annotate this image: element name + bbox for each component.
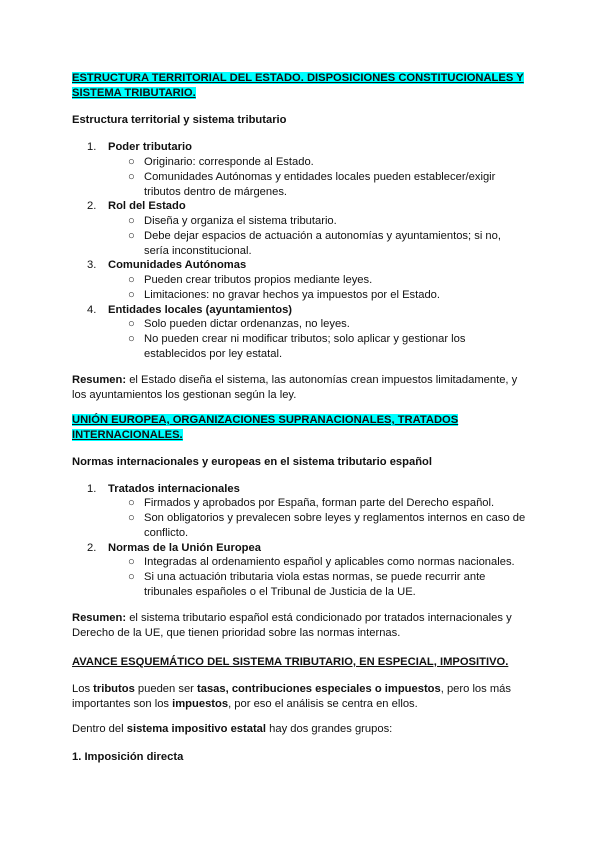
bullet-icon: ○ (128, 556, 135, 568)
bullet-item: ○ Pueden crear tributos propios mediante leyes. (128, 274, 373, 286)
list-item: 1. Poder tributario (87, 141, 192, 153)
section3-subheading: 1. Imposición directa (72, 751, 184, 763)
bullet-item: ○ Firmados y aprobados por España, forman parte del Derecho español. (128, 497, 495, 509)
bullet-icon: ○ (128, 156, 135, 168)
bullet-icon: ○ (128, 571, 135, 583)
list-item-title: Rol del Estado (108, 200, 186, 212)
list-item: 1. Tratados internacionales (87, 483, 240, 495)
bullet-icon: ○ (128, 171, 135, 183)
section3-paragraph-2: Dentro del sistema impositivo estatal hay dos grandes grupos: (72, 723, 393, 735)
section2-heading-text: UNIÓN EUROPEA, ORGANIZACIONES SUPRANACIONALES, TRATADOS INTERNACIONALES. (72, 414, 459, 441)
bullet-item: ○ Solo pueden dictar ordenanzas, no leyes. (128, 318, 350, 330)
bullet-icon: ○ (128, 215, 135, 227)
bullet-icon: ○ (128, 230, 135, 242)
section3-paragraph-1: Los tributos pueden ser tasas, contribuciones especiales o impuestos, pero los más importantes son los impuestos, por eso el análisis se centra en ellos. (72, 683, 511, 710)
section1-heading (72, 71, 532, 100)
section1-heading-text: ESTRUCTURA TERRITORIAL DEL ESTADO. DISPOSICIONES CONSTITUCIONALES Y SISTEMA TRIBUTARIO. (72, 72, 524, 99)
list-item: 4. Entidades locales (ayuntamientos) (87, 304, 293, 316)
section2-heading (72, 413, 532, 442)
bullet-icon: ○ (128, 512, 135, 524)
bullet-item: ○ Si una actuación tributaria viola estas normas, se puede recurrir ante tribunales españoles o el Tribunal de Justicia de la UE. (128, 571, 486, 598)
list-item: 2. Rol del Estado (87, 200, 186, 212)
list-item: 3. Comunidades Autónomas (87, 259, 247, 271)
bullet-item: ○ Originario: corresponde al Estado. (128, 156, 314, 168)
bullet-icon: ○ (128, 274, 135, 286)
bullet-item: ○ Comunidades Autónomas y entidades locales pueden establecer/exigir tributos dentro de márgenes. (128, 171, 496, 198)
bullet-item: ○ No pueden crear ni modificar tributos; solo aplicar y gestionar los establecidos por ley estatal. (128, 333, 466, 360)
bullet-item: ○ Son obligatorios y prevalecen sobre leyes y reglamentos internos en caso de conflicto. (128, 512, 526, 539)
section2-subheading: Normas internacionales y europeas en el sistema tributario español (72, 456, 432, 468)
list-item-title: Comunidades Autónomas (108, 259, 247, 271)
bullet-item: ○ Integradas al ordenamiento español y aplicables como normas nacionales. (128, 556, 515, 568)
section3-heading: AVANCE ESQUEMÁTICO DEL SISTEMA TRIBUTARIO, EN ESPECIAL, IMPOSITIVO. (72, 656, 509, 668)
list-item-title: Entidades locales (ayuntamientos) (108, 304, 293, 316)
section2-summary: Resumen: el sistema tributario español está condicionado por tratados internacionales y Derecho de la UE, que tienen prioridad sobre las normas internas. (72, 612, 512, 639)
bullet-item: ○ Debe dejar espacios de actuación a autonomías y ayuntamientos; si no, sería inconstitucional. (128, 230, 501, 257)
section1-summary: Resumen: el Estado diseña el sistema, las autonomías crean impuestos limitadamente, y los ayuntamientos los gestionan según la ley. (72, 374, 518, 401)
list-item-title: Normas de la Unión Europea (108, 542, 261, 554)
list-item-title: Poder tributario (108, 141, 192, 153)
section1-subheading: Estructura territorial y sistema tributario (72, 114, 287, 126)
bullet-icon: ○ (128, 333, 135, 345)
bullet-item: ○ Diseña y organiza el sistema tributario. (128, 215, 337, 227)
bullet-icon: ○ (128, 318, 135, 330)
list-item: 2. Normas de la Unión Europea (87, 542, 261, 554)
list-item-title: Tratados internacionales (108, 483, 240, 495)
bullet-icon: ○ (128, 497, 135, 509)
bullet-item: ○ Limitaciones: no gravar hechos ya impuestos por el Estado. (128, 289, 441, 301)
bullet-icon: ○ (128, 289, 135, 301)
